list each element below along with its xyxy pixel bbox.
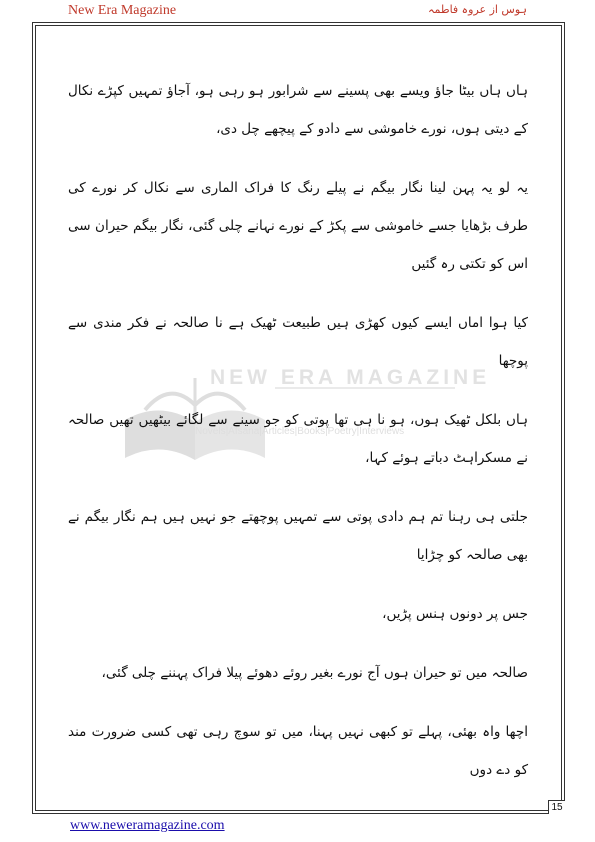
paragraph: یہ لو یہ پہن لینا نگار بیگم نے پیلے رنگ کا فراک الماری سے نکال کر نورے کی طرف بڑھایا جسے خاموشی سے پکڑ کے نورے نہانے چلی گئی، نگار بیگم حیران سی اس کو تکتی رہ گئیں <box>68 180 528 272</box>
paragraph: کیا ہوا اماں ایسے کیوں کھڑی ہیں طبیعت ٹھیک ہے نا صالحہ نے فکر مندی سے پوچھا <box>68 315 528 369</box>
page-number: 15 <box>548 800 565 814</box>
paragraph: جس پر دونوں ہنس پڑیں، <box>382 606 528 622</box>
paragraph: جلتی ہی رہنا تم ہم دادی پوتی سے تمہیں پوچھتے جو نہیں ہیں ہم نگار بیگم نے بھی صالحہ کو چڑایا <box>68 509 528 563</box>
paragraph: صالحہ میں تو حیران ہوں آج نورے بغیر روئے دھوئے پیلا فراک پہننے چلی گئی، <box>101 665 528 681</box>
watermark-name: NEW ERA MAGAZINE <box>210 366 491 389</box>
watermark-tagline: Novels|Afsana|Articles|Books|Poetry|Interviews <box>195 426 405 437</box>
website-link[interactable]: www.neweramagazine.com <box>70 818 225 833</box>
magazine-title: New Era Magazine <box>68 3 177 18</box>
paragraph: ہاں بلکل ٹھیک ہوں، ہو نا ہی تھا پوتی کو جو سینے سے لگائے بیٹھیں تھیں صالحہ نے مسکراہٹ دباتے ہوئے کہا، <box>68 412 528 466</box>
novel-title: ہوس از عروہ فاطمہ <box>428 3 527 16</box>
paragraph: اچھا واہ بھئی، پہلے تو کبھی نہیں پہنا، میں تو سوچ رہی تھی کسی ضرورت مند کو دے دوں <box>68 724 528 778</box>
story-text <box>68 72 528 810</box>
page-header <box>0 0 595 24</box>
paragraph: ہاں ہاں بیٹا جاؤ ویسے بھی پسینے سے شرابور ہو رہی ہو، آجاؤ تمہیں کپڑے نکال کے دیتی ہوں، نورے خاموشی سے دادو کے پیچھے چل دی، <box>68 83 528 137</box>
